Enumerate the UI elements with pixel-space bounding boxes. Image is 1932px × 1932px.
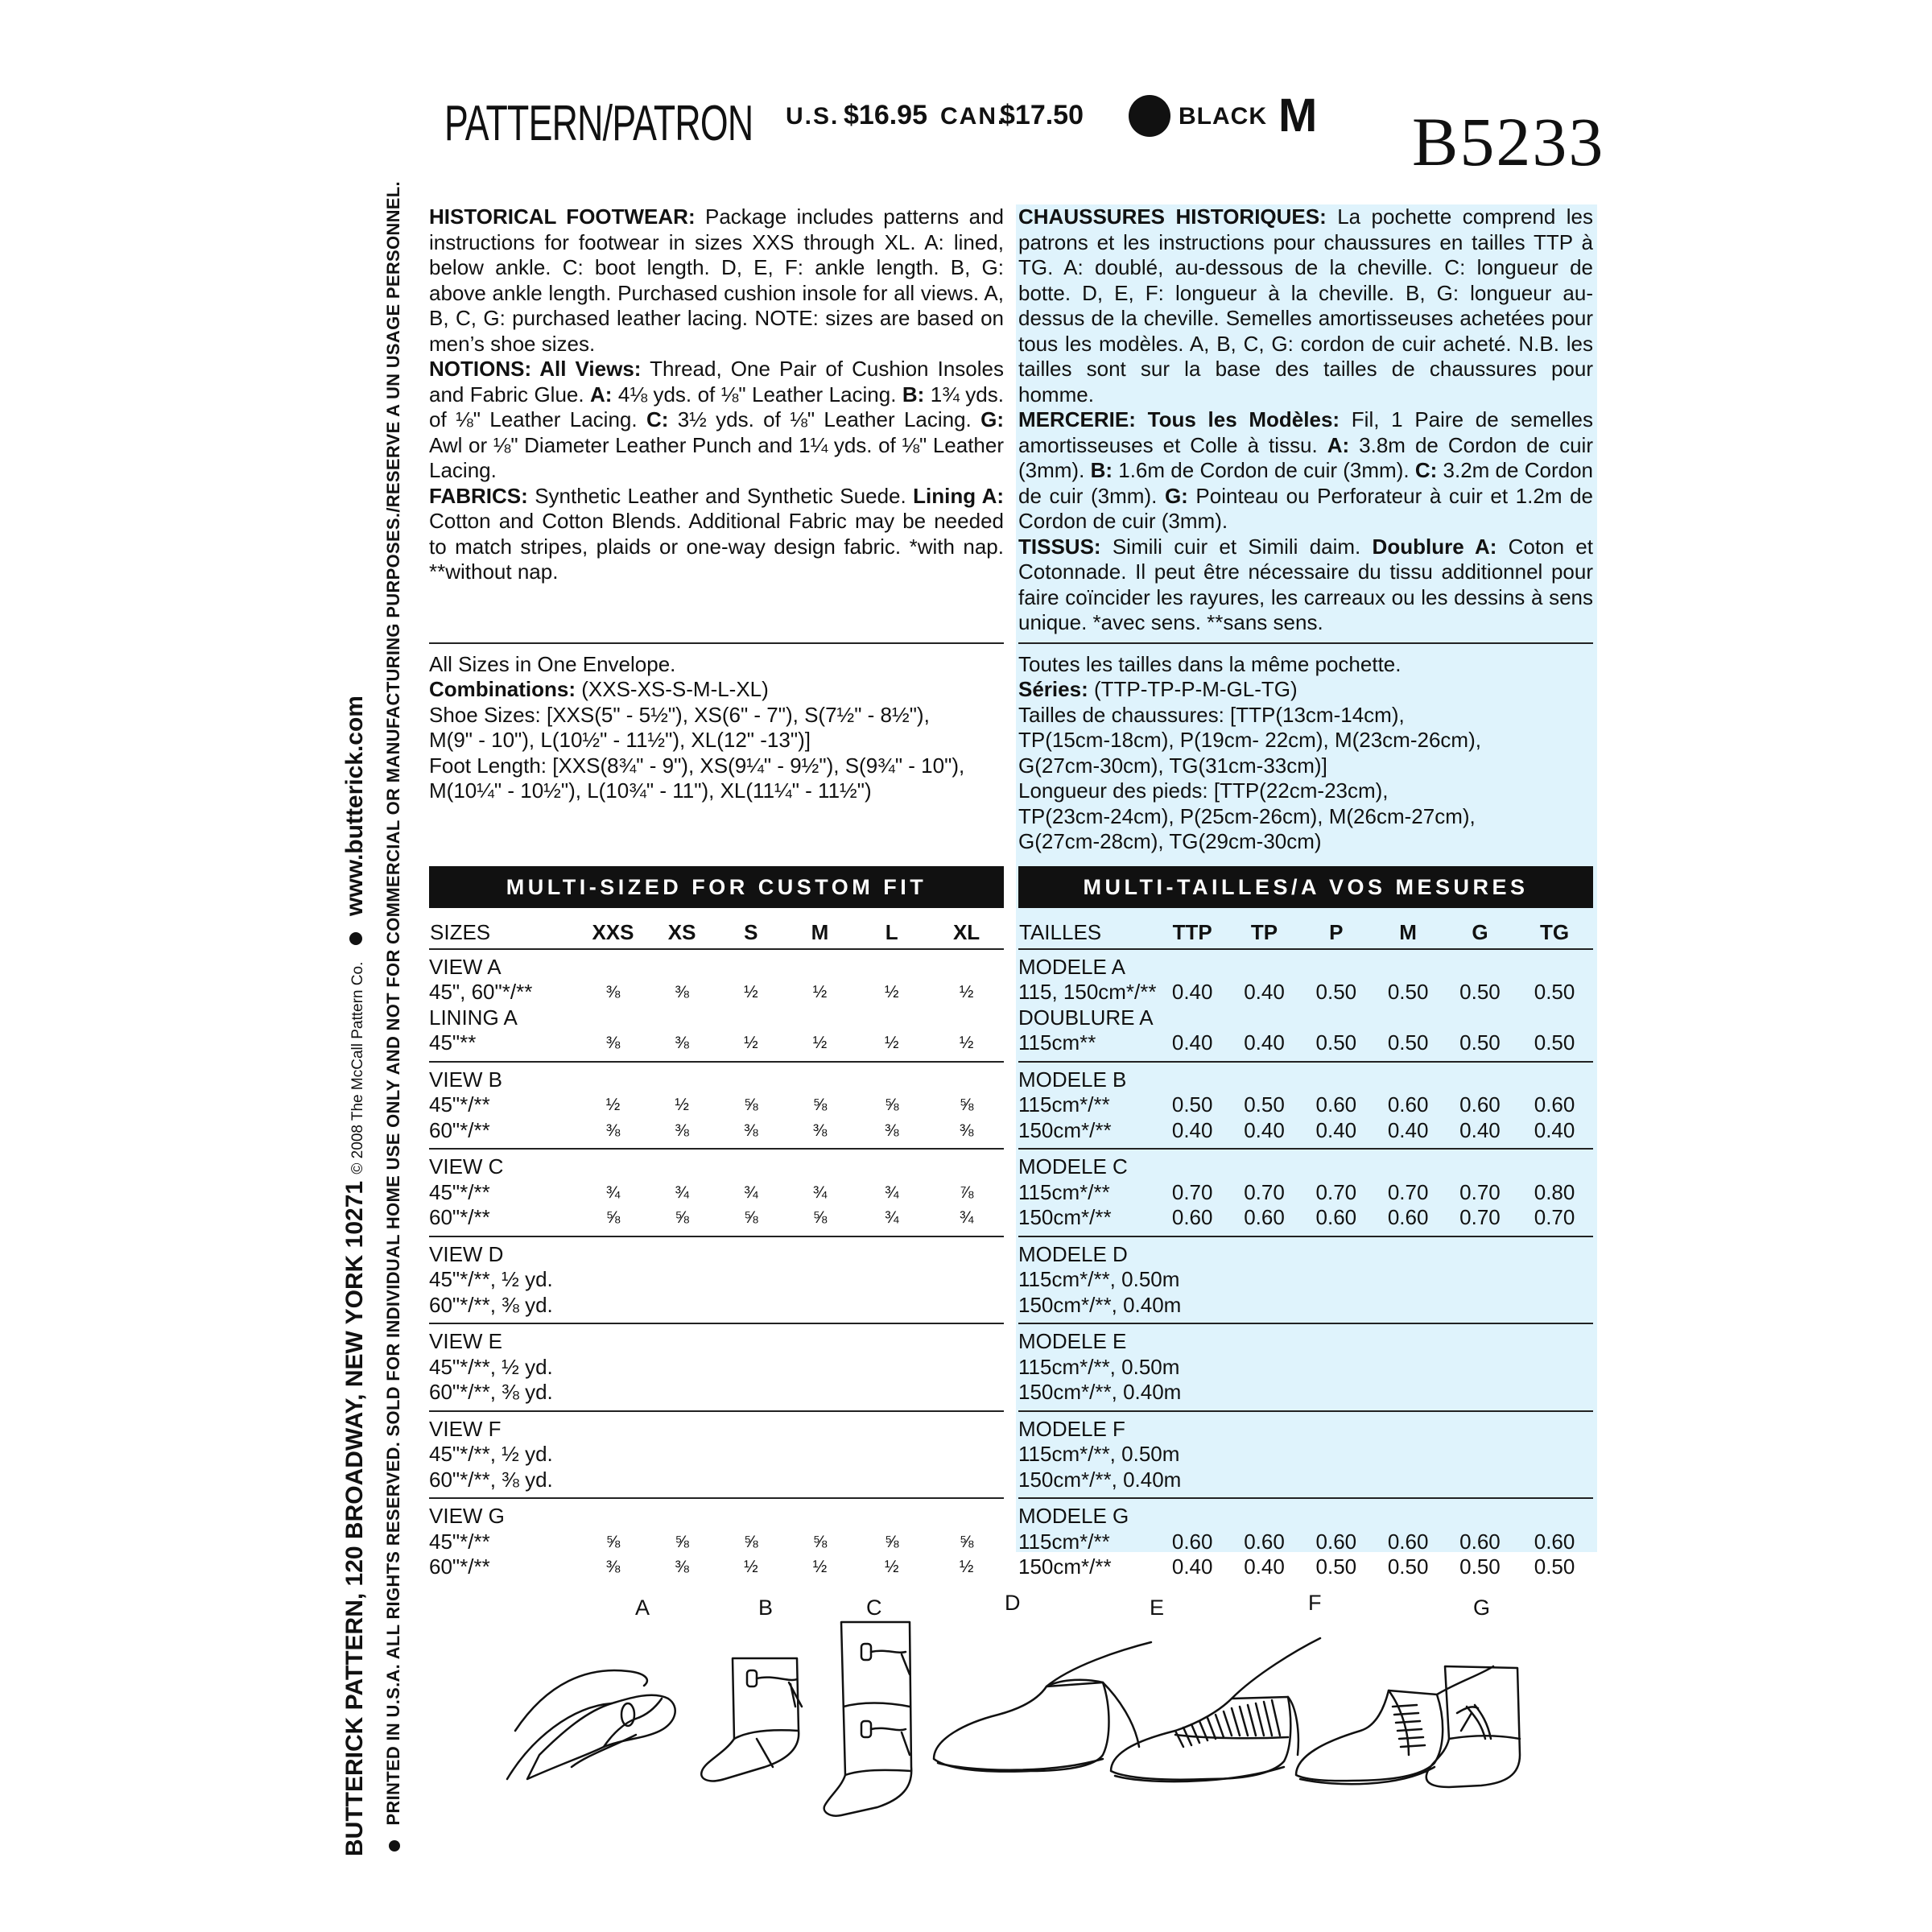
table-cell: ⅞ [959, 1183, 974, 1202]
table-cell: ½ [929, 1030, 1004, 1062]
notions-view-label: C: [1414, 458, 1438, 482]
table-row-label: VIEW F [429, 1416, 502, 1441]
table-cell: ⅜ [786, 1118, 855, 1150]
table-cell: 0.60 [1315, 1529, 1357, 1554]
table-cell: ¾ [929, 1205, 1004, 1236]
fabrics-text: Coton et Cotonnade. Il peut être nécessaire du tissu additionnel pour faire coïncider les rayures, les carreaux ou les dessins à sens unique. *avec sens. **sans sens. [1018, 534, 1593, 634]
table-row [429, 1062, 1004, 1093]
table-row-label: 115cm*/**, 0.50m [1018, 1442, 1180, 1466]
lining-label: Lining A: [913, 483, 1005, 508]
view-c-boot-icon [824, 1622, 911, 1816]
table-row [429, 1005, 1004, 1031]
table-row [1018, 1030, 1593, 1062]
combinations-label: Combinations: [429, 677, 576, 701]
fabrics-text: Simili cuir et Simili daim. [1100, 534, 1373, 559]
view-g-boot-icon [1426, 1666, 1520, 1787]
color-dot-icon [1129, 95, 1170, 137]
table-row [429, 1118, 1004, 1150]
fabrics-paragraph [429, 484, 1004, 585]
table-header-label: SIZES [429, 918, 579, 949]
table-cell: ⅝ [884, 1532, 899, 1551]
table-header-size: TTP [1157, 918, 1228, 949]
fabrics-title: TISSUS: [1018, 534, 1101, 559]
table-cell: ⅝ [716, 1205, 786, 1236]
table-cell: 0.50 [1534, 1554, 1575, 1579]
table-row [1018, 1468, 1593, 1499]
footwear-illustrations [483, 1618, 1530, 1827]
table-cell: ⅝ [959, 1532, 974, 1551]
table-cell: ½ [605, 1096, 621, 1114]
table-cell: 0.50 [1534, 980, 1575, 1004]
table-row-label: 115cm*/** [1018, 1092, 1110, 1117]
table-row-label: 150cm*/**, 0.40m [1018, 1468, 1593, 1499]
table-header-label: TAILLES [1018, 918, 1157, 949]
table-row-label: 45"*/**, ½ yd. [429, 1267, 553, 1291]
table-header-size: XS [647, 918, 716, 949]
multi-size-banner: MULTI-TAILLES/A VOS MESURES [1018, 866, 1593, 908]
table-cell: 0.40 [1516, 1118, 1593, 1150]
combinations-value: (TTP-TP-P-M-GL-TG) [1088, 677, 1298, 701]
fabrics-text: Cotton and Cotton Blends. Additional Fabric may be needed to match stripes, plaids or one-way design fabric. *with nap. **without nap. [429, 509, 1004, 584]
table-cell: ⅝ [812, 1532, 828, 1551]
table-cell: ¾ [812, 1183, 828, 1202]
table-row [1018, 1411, 1593, 1443]
table-cell: 0.40 [1157, 1030, 1228, 1062]
rights-text: PRINTED IN U.S.A. ALL RIGHTS RESERVED. SOLD FOR INDIVIDUAL HOME USE ONLY AND NOT FOR COMMERCIAL OR MANUFACTURING PURPOSES./RESERVE A UN USAGE PERSONNEL. [383, 181, 403, 1826]
table-row [429, 949, 1004, 980]
table-row [429, 1380, 1004, 1411]
website-url: www.butterick.com [341, 696, 368, 916]
table-cell: ⅝ [579, 1205, 648, 1236]
shoe-sizes-line: Shoe Sizes: [XXS(5" - 5½"), XS(6" - 7"), S(7½" - 8½"), [429, 702, 930, 727]
pattern-label: PATTERN/PATRON [444, 96, 753, 151]
table-row-label: 150cm*/** [1018, 1205, 1157, 1236]
foot-length-line: TP(23cm-24cm), P(25cm-26cm), M(26cm-27cm), [1018, 803, 1476, 828]
notions-text: 4⅛ yds. of ⅛" Leather Lacing. [612, 382, 902, 407]
table-row-label: 45", 60"*/** [429, 980, 533, 1004]
table-cell: ⅜ [675, 1558, 689, 1576]
table-header-size: L [854, 918, 929, 949]
divider [429, 642, 1004, 644]
table-cell: ⅝ [786, 1205, 855, 1236]
table-cell: ⅝ [675, 1532, 689, 1551]
table-row-label: 150cm*/**, 0.40m [1018, 1380, 1593, 1411]
table-row [1018, 1005, 1593, 1031]
table-row-label: MODELE C [1018, 1154, 1128, 1179]
table-cell: ⅜ [647, 1030, 716, 1062]
table-cell: ⅝ [744, 1532, 758, 1551]
fabrics-paragraph [1018, 535, 1593, 636]
publisher-address-line [341, 696, 369, 1856]
table-cell: 0.60 [1372, 1205, 1443, 1236]
table-cell: 0.70 [1244, 1179, 1285, 1204]
table-row-label: 60"*/** [429, 1118, 579, 1150]
table-cell: ½ [884, 1558, 899, 1576]
combinations-line [1018, 677, 1593, 703]
table-row-label: MODELE B [1018, 1067, 1127, 1092]
table-cell: ⅝ [959, 1096, 974, 1114]
table-row [429, 1092, 1004, 1118]
notions-view-label: A: [1327, 432, 1350, 457]
us-price: $16.95 [844, 100, 927, 130]
table-row-label: 45"*/** [429, 1092, 490, 1117]
table-row [429, 1530, 1004, 1555]
table-cell: ½ [812, 983, 828, 1001]
table-cell: 0.70 [1315, 1179, 1357, 1204]
table-row-label: MODELE G [1018, 1504, 1129, 1528]
table-row [429, 1411, 1004, 1443]
table-cell: 0.40 [1444, 1118, 1516, 1150]
table-row [429, 1498, 1004, 1530]
table-cell: ⅝ [605, 1532, 621, 1551]
view-letter: F [1308, 1591, 1322, 1615]
table-row-label: 60"*/**, ⅜ yd. [429, 1380, 1004, 1411]
table-cell: ⅜ [675, 983, 689, 1001]
notions-text: Awl or ⅛" Diameter Leather Punch and 1¼ yds. of ⅛" Leather Lacing. [429, 432, 1004, 482]
table-row [1018, 1380, 1593, 1411]
table-cell: ½ [716, 1030, 786, 1062]
view-letter: B [758, 1596, 774, 1620]
table-row-label: VIEW B [429, 1067, 503, 1092]
table-row [429, 1236, 1004, 1268]
table-row [1018, 1236, 1593, 1268]
table-cell: ½ [959, 1558, 974, 1576]
table-cell: ½ [854, 1030, 929, 1062]
sizes-note: Toutes les tailles dans la même pochette. [1018, 651, 1402, 676]
notions-view-label: B: [1090, 458, 1113, 482]
yardage-table [1018, 918, 1593, 1580]
table-cell: 0.50 [1459, 1554, 1501, 1579]
table-cell: 0.60 [1534, 1529, 1575, 1554]
table-cell: 0.70 [1444, 1205, 1516, 1236]
notions-paragraph [429, 357, 1004, 484]
table-row-label: VIEW A [429, 954, 502, 979]
view-letter: E [1150, 1596, 1165, 1620]
table-row [1018, 1092, 1593, 1118]
table-row [429, 1180, 1004, 1206]
notions-view-label: A: [590, 382, 613, 407]
description-paragraph [429, 204, 1004, 357]
rights-line [383, 181, 404, 1852]
table-row [429, 1355, 1004, 1381]
table-row-label: 115, 150cm*/** [1018, 980, 1157, 1004]
table-cell: ⅜ [716, 1118, 786, 1150]
pattern-number: B5233 [1412, 103, 1605, 180]
table-cell: 0.60 [1315, 1092, 1357, 1117]
table-cell: 0.60 [1534, 1092, 1575, 1117]
table-row [1018, 1118, 1593, 1150]
table-cell: 0.40 [1244, 1554, 1285, 1579]
color-label: BLACK [1179, 103, 1267, 130]
table-cell: 0.70 [1387, 1179, 1429, 1204]
view-e-shoe-icon [1111, 1638, 1320, 1781]
shoe-sizes-line: Tailles de chaussures: [TTP(13cm-14cm), [1018, 702, 1405, 727]
foot-length-line: Foot Length: [XXS(8¾" - 9"), XS(9¼" - 9½"), S(9¾" - 10"), [429, 753, 965, 778]
table-row-label: MODELE E [1018, 1329, 1127, 1353]
table-header-size: TP [1228, 918, 1300, 949]
table-cell: ⅜ [854, 1118, 929, 1150]
table-cell: 0.50 [1315, 1554, 1357, 1579]
table-row [1018, 1149, 1593, 1180]
notions-title: NOTIONS: All Views: [429, 357, 642, 381]
table-cell: ⅝ [812, 1096, 828, 1114]
can-price-label: CAN. [940, 103, 1006, 130]
notions-text: Pointeau ou Perforateur à cuir et 1.2m de Cordon de cuir (3mm). [1018, 483, 1593, 533]
table-row-label: 45"*/**, ½ yd. [429, 1354, 553, 1379]
table-row-label: 150cm*/**, 0.40m [1018, 1293, 1593, 1324]
notions-text: 3.8m de Cordon de cuir (3mm). [1018, 432, 1593, 482]
table-row [429, 1554, 1004, 1580]
table-cell: ⅝ [647, 1205, 716, 1236]
can-price: $17.50 [1000, 100, 1084, 130]
table-cell: ¾ [854, 1205, 929, 1236]
table-cell: ¾ [744, 1183, 758, 1202]
view-letter: D [1005, 1591, 1021, 1615]
us-price-label: U.S. [786, 103, 840, 130]
table-row [1018, 1442, 1593, 1468]
table-row-label: 45"*/** [429, 1529, 490, 1554]
bullet-icon [389, 1840, 400, 1852]
table-cell: 0.70 [1171, 1179, 1213, 1204]
table-cell: ¾ [605, 1183, 621, 1202]
view-d-shoe-icon [934, 1642, 1151, 1772]
notions-text: 3½ yds. of ⅛" Leather Lacing. [668, 407, 981, 431]
notions-view-label: G: [1164, 483, 1188, 508]
description-paragraph [1018, 204, 1593, 407]
fabrics-text: Synthetic Leather and Synthetic Suede. [527, 483, 914, 508]
table-row-label: LINING A [429, 1005, 518, 1030]
table-cell: 0.50 [1459, 980, 1501, 1004]
table-cell: 0.50 [1315, 980, 1357, 1004]
table-row [1018, 980, 1593, 1005]
table-cell: ⅜ [605, 1558, 621, 1576]
table-cell: 0.40 [1228, 1118, 1300, 1150]
table-row [1018, 1498, 1593, 1530]
description-title: CHAUSSURES HISTORIQUES: [1018, 204, 1327, 229]
table-row [1018, 949, 1593, 980]
fabrics-title: FABRICS: [429, 483, 528, 508]
table-row-label: MODELE F [1018, 1416, 1125, 1441]
table-cell: ⅜ [605, 983, 621, 1001]
table-cell: 0.40 [1228, 1030, 1300, 1062]
view-a-shoe-icon [507, 1670, 675, 1779]
shoe-sizes-line: G(27cm-30cm), TG(31cm-33cm)] [1018, 753, 1327, 778]
view-letter: A [635, 1596, 650, 1620]
table-row [1018, 1355, 1593, 1381]
table-row [1018, 1062, 1593, 1093]
table-row [1018, 1205, 1593, 1236]
table-cell: 0.70 [1516, 1205, 1593, 1236]
view-letter: G [1473, 1596, 1491, 1620]
table-cell: 0.60 [1300, 1205, 1372, 1236]
table-cell: ⅜ [579, 1030, 648, 1062]
table-cell: 0.40 [1300, 1118, 1372, 1150]
table-cell: ¾ [675, 1183, 689, 1202]
table-cell: 0.50 [1300, 1030, 1372, 1062]
notions-title: MERCERIE: Tous les Modèles: [1018, 407, 1340, 431]
table-row [1018, 1267, 1593, 1293]
table-row-label: 115cm*/**, 0.50m [1018, 1354, 1180, 1379]
table-header-size: M [1372, 918, 1443, 949]
table-cell: 0.60 [1459, 1092, 1501, 1117]
copyright-text: © 2008 The McCall Pattern Co. [349, 961, 366, 1174]
table-header-size: M [786, 918, 855, 949]
divider [1018, 642, 1593, 644]
yardage-table [429, 918, 1004, 1580]
size-code: M [1278, 89, 1318, 142]
table-cell: ½ [884, 983, 899, 1001]
description-text: Package includes patterns and instructions for footwear in sizes XXS through XL. A: lined, below ankle. C: boot length. D, E, F: ankle length. B, G: above ankle length. Purchased cushion insole for all views. A, B, C, G: purchased leather lacing. NOTE: sizes are based on men’s shoe sizes. [429, 204, 1004, 356]
notions-text: Thread, One Pair of Cushion Insoles and Fabric Glue. [429, 357, 1004, 407]
table-cell: 0.40 [1171, 980, 1213, 1004]
notions-text: 1.6m de Cordon de cuir (3mm). [1113, 458, 1415, 482]
table-row-label: 150cm*/** [1018, 1118, 1157, 1150]
table-header-size: G [1444, 918, 1516, 949]
table-row [1018, 1323, 1593, 1355]
table-header-size: S [716, 918, 786, 949]
table-row-label: 115cm*/** [1018, 1179, 1110, 1204]
table-row [1018, 1293, 1593, 1324]
table-row-label: VIEW G [429, 1504, 505, 1528]
description-text: La pochette comprend les patrons et les instructions pour chaussures en tailles TTP à TG. A: doublé, au-dessous de la cheville. C: longueur de botte. D, E, F: longueur à la cheville. B, G: longueur au-dessus de la cheville. Semelles amortisseuses achetées pour tous les modèles. A, B, C, G: cordon de cuir acheté. N.B. les tailles sont sur la base des tailles de chaussures pour homme. [1018, 204, 1593, 407]
table-row [429, 1293, 1004, 1324]
table-cell: 0.40 [1244, 980, 1285, 1004]
view-b-boot-icon [701, 1658, 802, 1781]
table-cell: 0.60 [1244, 1529, 1285, 1554]
table-cell: 0.50 [1387, 980, 1429, 1004]
notions-text: Fil, 1 Paire de semelles amortisseuses et Colle à tissu. [1018, 407, 1593, 457]
multi-size-banner: MULTI-SIZED FOR CUSTOM FIT [429, 866, 1004, 908]
foot-length-line: M(10¼" - 10½"), L(10¾" - 11"), XL(11¼" - 11½") [429, 778, 872, 803]
table-cell: ⅝ [744, 1096, 758, 1114]
notions-view-label: G: [980, 407, 1005, 431]
foot-length-line: G(27cm-28cm), TG(29cm-30cm) [1018, 829, 1322, 853]
table-cell: ⅜ [647, 1118, 716, 1150]
table-row-label: 60"*/**, ⅜ yd. [429, 1293, 1004, 1324]
table-row-label: MODELE A [1018, 954, 1125, 979]
bullet-icon [349, 932, 362, 945]
table-cell: 0.70 [1459, 1179, 1501, 1204]
sizes-note: All Sizes in One Envelope. [429, 651, 676, 676]
table-cell: 0.60 [1387, 1092, 1429, 1117]
table-cell: 0.60 [1171, 1529, 1213, 1554]
table-row [429, 980, 1004, 1005]
table-row [1018, 1530, 1593, 1555]
table-cell: 0.50 [1171, 1092, 1213, 1117]
table-row-label: 60"*/** [429, 1554, 490, 1579]
table-row-label: 45"** [429, 1030, 579, 1062]
table-cell: ½ [744, 1558, 758, 1576]
table-cell: 0.40 [1157, 1118, 1228, 1150]
table-row [429, 1267, 1004, 1293]
table-cell: 0.50 [1244, 1092, 1285, 1117]
description-title: HISTORICAL FOOTWEAR: [429, 204, 696, 229]
table-cell: 0.50 [1516, 1030, 1593, 1062]
table-row-label: 150cm*/** [1018, 1554, 1112, 1579]
table-row-label: 115cm*/** [1018, 1529, 1110, 1554]
table-row-label: VIEW E [429, 1329, 503, 1353]
table-cell: 0.60 [1387, 1529, 1429, 1554]
table-cell: ½ [959, 983, 974, 1001]
table-header-size: P [1300, 918, 1372, 949]
lining-label: Doublure A: [1372, 534, 1497, 559]
table-row [429, 1442, 1004, 1468]
table-row [429, 1149, 1004, 1180]
table-row [429, 1323, 1004, 1355]
publisher-address: BUTTERICK PATTERN, 120 BROADWAY, NEW YORK 10271 [341, 1180, 368, 1856]
table-cell: ⅜ [579, 1118, 648, 1150]
table-row-label: 45"*/** [429, 1179, 490, 1204]
table-row-label: 60"*/** [429, 1205, 579, 1236]
shoe-sizes-line: TP(15cm-18cm), P(19cm- 22cm), M(23cm-26cm), [1018, 728, 1481, 752]
table-row-label: 45"*/**, ½ yd. [429, 1442, 553, 1466]
table-row [429, 1205, 1004, 1236]
notions-text: 1¾ yds. of ⅛" Leather Lacing. [429, 382, 1004, 431]
table-cell: 0.50 [1387, 1554, 1429, 1579]
table-row-label: VIEW C [429, 1154, 504, 1179]
table-row [429, 1468, 1004, 1499]
french-column [1018, 204, 1593, 1580]
combinations-value: (XXS-XS-S-M-L-XL) [576, 677, 769, 701]
table-row-label: MODELE D [1018, 1241, 1128, 1266]
table-cell: ½ [786, 1030, 855, 1062]
table-cell: ½ [744, 983, 758, 1001]
table-row [1018, 1554, 1593, 1580]
notions-text: 3.2m de Cordon de cuir (3mm). [1018, 458, 1593, 508]
table-cell: 0.80 [1534, 1179, 1575, 1204]
table-cell: ¾ [884, 1183, 899, 1202]
table-header-size: TG [1516, 918, 1593, 949]
english-column [429, 204, 1004, 1580]
view-letter: C [866, 1596, 882, 1620]
foot-length-line: Longueur des pieds: [TTP(22cm-23cm), [1018, 778, 1389, 803]
shoe-sizes-line: M(9" - 10"), L(10½" - 11½"), XL(12" -13")] [429, 728, 811, 752]
table-header-size: XXS [579, 918, 648, 949]
notions-paragraph [1018, 407, 1593, 535]
table-header-size: XL [929, 918, 1004, 949]
table-cell: 0.60 [1459, 1529, 1501, 1554]
table-cell: 0.60 [1157, 1205, 1228, 1236]
table-cell: ½ [675, 1096, 689, 1114]
table-cell: ⅝ [884, 1096, 899, 1114]
table-row [1018, 1180, 1593, 1206]
table-cell: 0.40 [1171, 1554, 1213, 1579]
table-cell: ⅜ [929, 1118, 1004, 1150]
notions-view-label: C: [646, 407, 669, 431]
table-cell: ½ [812, 1558, 828, 1576]
table-row-label: 115cm** [1018, 1030, 1157, 1062]
table-cell: 0.60 [1228, 1205, 1300, 1236]
combinations-line [429, 677, 1004, 703]
table-row-label: 60"*/**, ⅜ yd. [429, 1468, 1004, 1499]
table-row-label: DOUBLURE A [1018, 1005, 1154, 1030]
table-cell: 0.50 [1444, 1030, 1516, 1062]
table-row-label: 115cm*/**, 0.50m [1018, 1267, 1180, 1291]
table-row [429, 1030, 1004, 1062]
notions-view-label: B: [902, 382, 925, 407]
table-cell: 0.40 [1372, 1118, 1443, 1150]
combinations-label: Séries: [1018, 677, 1088, 701]
table-cell: 0.50 [1372, 1030, 1443, 1062]
table-row-label: VIEW D [429, 1241, 504, 1266]
